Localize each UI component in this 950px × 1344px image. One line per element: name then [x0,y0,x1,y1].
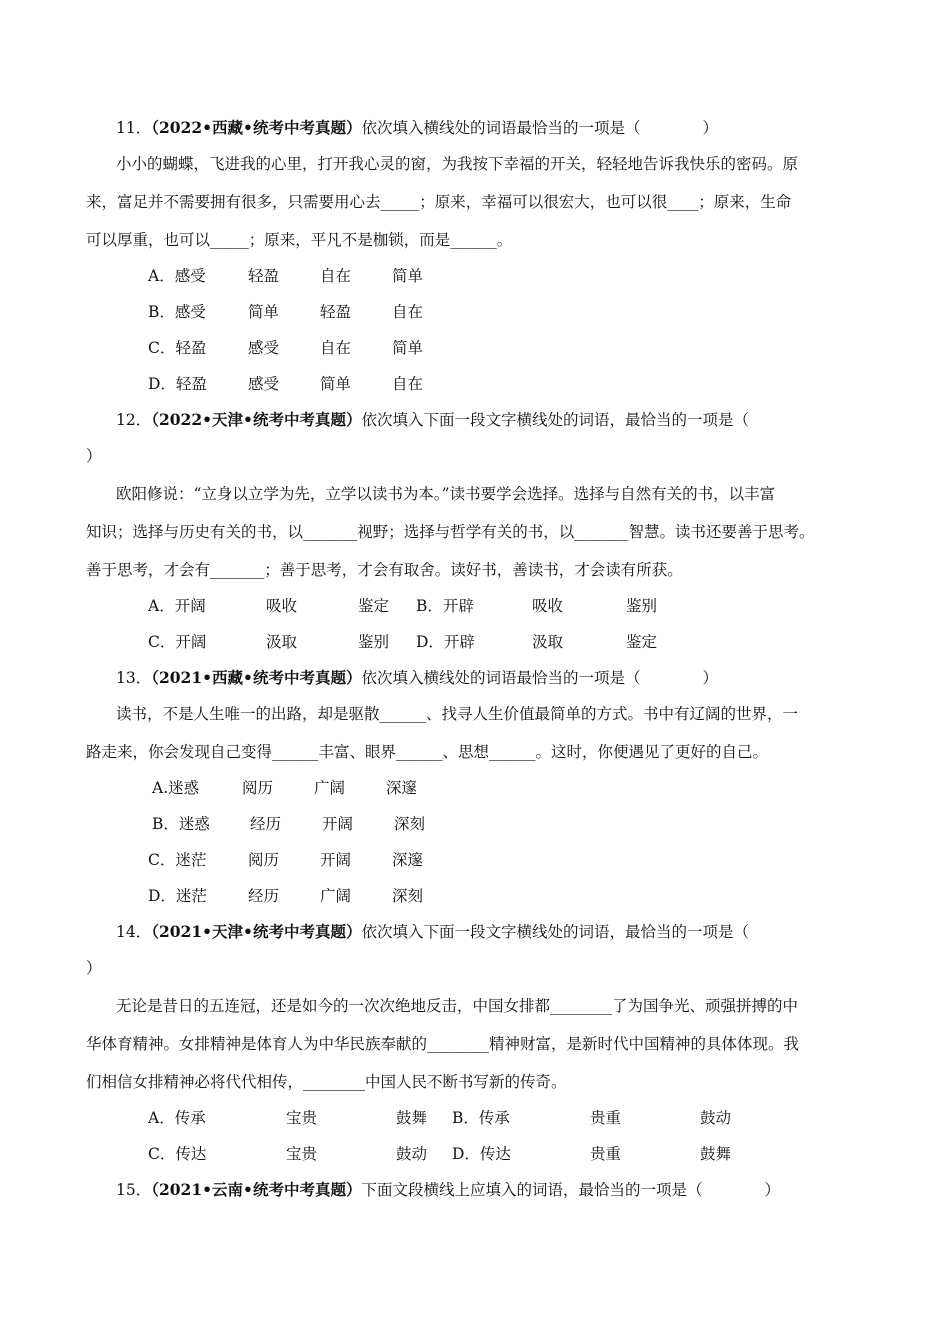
passage-line: 读书，不是人生唯一的出路，却是驱散______、找寻人生价值最简单的方式。书中有辽阔的世界，一 [116,705,799,723]
option-a-word-4: 简单 [392,267,424,285]
passage-line: 华体育精神。女排精神是体育人为中华民族奉献的________精神财富，是新时代中国精神的具体体现。我 [86,1035,800,1053]
question-stem: 依次填入下面一段文字横线处的词语，最恰当的一项是（ [361,923,749,941]
option-b-word-2: 吸收 [532,597,564,615]
option-a-word-1: A．传承 [148,1109,206,1127]
option-c-word-3: 开阔 [320,851,352,869]
option-d-word-1: D．迷茫 [148,887,207,905]
question-number: 11． [116,119,152,137]
question-stem-continuation: ） [86,959,102,977]
question-source: （2022•天津•统考中考真题） [151,410,362,429]
option-c-word-1: C．开阔 [148,633,207,651]
question-13-heading [116,668,718,688]
option-a-word-1: A．感受 [148,267,206,285]
passage-line: 欧阳修说：“立身以立学为先，立学以读书为本。”读书要学会选择。选择与自然有关的书，以丰富 [116,485,776,503]
option-b-word-2: 贵重 [590,1109,622,1127]
passage-line: 可以厚重，也可以_____；原来，平凡不是枷锁，而是______。 [86,231,513,249]
option-b-word-2: 经历 [250,815,282,833]
option-d-word-2: 经历 [248,887,280,905]
option-c-word-3: 鉴别 [358,633,390,651]
option-c-word-2: 宝贵 [286,1145,318,1163]
question-source: （2021•云南•统考中考真题） [151,1180,362,1199]
option-b-word-1: B．迷惑 [152,815,210,833]
option-c-word-3: 鼓动 [396,1145,428,1163]
option-c-word-2: 汲取 [266,633,298,651]
option-b-word-4: 深刻 [394,815,426,833]
option-d-word-1: D．轻盈 [148,375,207,393]
question-12-heading [116,410,749,430]
option-a-word-1: A．开阔 [148,597,206,615]
question-14-heading [116,922,749,942]
option-a-word-3: 鉴定 [358,597,390,615]
option-a-word-1: A.迷惑 [152,779,200,797]
option-d-word-2: 感受 [248,375,280,393]
question-11-heading [116,118,718,138]
question-stem-continuation: ） [86,447,102,465]
passage-line: 无论是昔日的五连冠，还是如今的一次次绝地反击，中国女排都________了为国争光、顽强拼搏的中 [116,997,799,1015]
option-a-word-2: 阅历 [242,779,274,797]
option-c-word-4: 简单 [392,339,424,357]
option-a-word-2: 吸收 [266,597,298,615]
option-b-word-1: B．开辟 [416,597,474,615]
option-c-word-2: 阅历 [248,851,280,869]
option-d-word-4: 深刻 [392,887,424,905]
question-stem: 依次填入横线处的词语最恰当的一项是（ ） [361,119,718,137]
question-source: （2022•西藏•统考中考真题） [151,118,362,137]
question-number: 13． [116,669,152,687]
option-d-word-2: 汲取 [532,633,564,651]
passage-line: 知识；选择与历史有关的书，以_______视野；选择与哲学有关的书，以_______智慧。读书还要善于思考。 [86,523,815,541]
option-a-word-3: 自在 [320,267,352,285]
option-a-word-3: 广阔 [314,779,346,797]
option-a-word-2: 轻盈 [248,267,280,285]
passage-line: 路走来，你会发现自己变得______丰富、眼界______、思想______。这时，你便遇见了更好的自己。 [86,743,769,761]
question-stem: 依次填入横线处的词语最恰当的一项是（ ） [361,669,718,687]
question-source: （2021•西藏•统考中考真题） [151,668,362,687]
option-b-word-1: B．感受 [148,303,206,321]
option-b-word-3: 开阔 [322,815,354,833]
option-b-word-3: 轻盈 [320,303,352,321]
option-a-word-3: 鼓舞 [396,1109,428,1127]
option-d-word-1: D．传达 [452,1145,511,1163]
option-b-word-3: 鼓动 [700,1109,732,1127]
option-b-word-4: 自在 [392,303,424,321]
option-d-word-1: D．开辟 [416,633,475,651]
passage-line: 们相信女排精神必将代代相传，________中国人民不断书写新的传奇。 [86,1073,567,1091]
question-number: 12． [116,411,152,429]
question-stem: 依次填入下面一段文字横线处的词语，最恰当的一项是（ [361,411,749,429]
question-15-heading [116,1180,780,1200]
question-number: 14． [116,923,152,941]
option-c-word-1: C．轻盈 [148,339,207,357]
passage-line: 来，富足并不需要拥有很多，只需要用心去_____；原来，幸福可以很宏大，也可以很____；原来，生命 [86,193,792,211]
option-c-word-3: 自在 [320,339,352,357]
option-c-word-1: C．传达 [148,1145,207,1163]
question-number: 15． [116,1181,152,1199]
passage-line: 善于思考，才会有_______；善于思考，才会有取舍。读好书，善读书，才会读有所获。 [86,561,683,579]
option-c-word-1: C．迷茫 [148,851,207,869]
question-source: （2021•天津•统考中考真题） [151,922,362,941]
option-a-word-2: 宝贵 [286,1109,318,1127]
option-d-word-3: 鉴定 [626,633,658,651]
option-d-word-2: 贵重 [590,1145,622,1163]
option-c-word-2: 感受 [248,339,280,357]
option-d-word-4: 自在 [392,375,424,393]
option-d-word-3: 鼓舞 [700,1145,732,1163]
option-c-word-4: 深邃 [392,851,424,869]
option-b-word-2: 简单 [248,303,280,321]
option-b-word-1: B．传承 [452,1109,510,1127]
option-d-word-3: 简单 [320,375,352,393]
question-stem: 下面文段横线上应填入的词语，最恰当的一项是（ ） [361,1181,780,1199]
passage-line: 小小的蝴蝶，飞进我的心里，打开我心灵的窗，为我按下幸福的开关，轻轻地告诉我快乐的密码。原 [116,155,799,173]
option-d-word-3: 广阔 [320,887,352,905]
option-b-word-3: 鉴别 [626,597,658,615]
option-a-word-4: 深邃 [386,779,418,797]
